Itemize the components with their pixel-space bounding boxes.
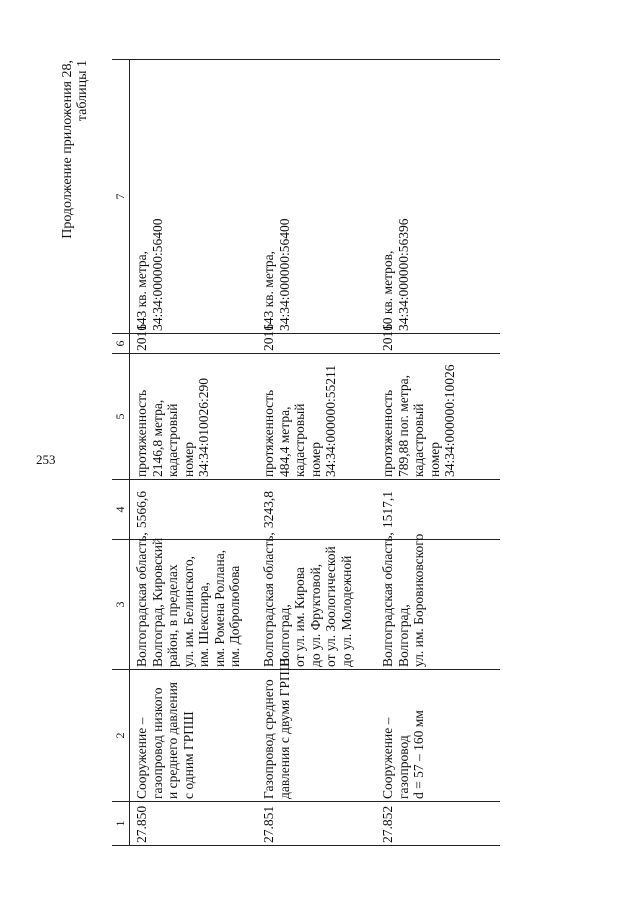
text-line: Сооружение – [380,717,395,799]
object-area [376,60,500,334]
table-row [130,60,258,846]
object-area [257,60,376,334]
text-line: давления с двумя ГРПШ [276,657,292,799]
object-details [130,354,258,480]
text-line: 34:34:000000:55211 [323,364,338,477]
text-line: 143 кв. метра, [261,250,276,331]
text-line: 34:34:000000:10026 [442,364,457,477]
text-line: протяженность [261,389,276,477]
column-header: 3 [112,540,130,670]
object-area [130,60,258,334]
text-line: и среднего давления [165,681,180,799]
column-header: 5 [112,354,130,480]
text-line: номер [307,441,323,477]
table-row [376,60,500,846]
text-line: 34:34:000000:56400 [149,218,165,331]
text-line: протяженность [134,389,149,477]
text-line: им. Добролюбова [227,565,242,667]
text-line: им. Ромена Роллана, [211,549,227,667]
text-line: d = 57 – 160 мм [411,710,426,799]
row-number: 27.850 [130,802,258,846]
object-value: 3243,8 [257,480,376,540]
column-header: 6 [112,334,130,354]
column-header: 7 [112,60,130,334]
continuation-note [60,60,90,239]
text-line: номер [426,441,442,477]
object-address [130,532,258,670]
text-line: 2146,8 метра, [149,399,165,477]
object-address [376,532,500,670]
object-address [257,532,376,670]
text-line: номер [180,441,196,477]
text-line: 143 кв. метра, [134,250,149,331]
page-number: 253 [36,452,56,467]
text-line: до ул. Молодежной [338,555,354,667]
object-name [376,670,500,802]
text-line: Сооружение – [134,717,149,799]
text-line: Волгоградская область, [380,532,395,667]
object-year: 2016 [130,334,258,354]
object-details [376,354,500,480]
text-line: до ул. Фруктовой, [307,563,323,667]
text-line: 34:34:000000:56396 [395,218,411,331]
object-value: 5566,6 [130,480,258,540]
object-details [257,354,376,480]
text-line: 789,88 пог. метра, [395,375,411,477]
text-line: 10 кв. метров, [380,250,395,331]
text-line: от ул. Зоологической [323,546,338,667]
continuation-line-1: Продолжение приложения 28, [60,60,75,239]
text-line: 484,4 метра, [276,406,292,477]
text-line: ул. им. Белинского, [180,555,196,667]
column-header: 1 [112,802,130,846]
text-line: 34:34:010026:290 [196,377,211,477]
text-line: кадастровый [292,403,307,477]
text-line: с одним ГРПШ [180,711,196,799]
text-line: Волгоградская область, [134,532,149,667]
table-row [257,60,376,846]
text-line: район, в пределах [165,564,180,667]
object-name [257,657,376,802]
data-table [112,59,500,846]
row-number: 27.852 [376,802,500,846]
text-line: им. Шекспира, [196,582,211,667]
row-number: 27.851 [257,802,376,846]
text-line: кадастровый [411,403,426,477]
object-year: 2016 [257,334,376,354]
object-value: 1517,1 [376,480,500,540]
text-line: Волгоградская область, [261,532,276,667]
continuation-line-2: таблицы 1 [75,60,90,122]
text-line: протяженность [380,389,395,477]
object-name [130,670,258,802]
column-header: 4 [112,480,130,540]
text-line: Волгоград, Кировский [149,537,165,667]
text-line: 34:34:000000:56400 [276,218,292,331]
text-line: газопровод низкого [149,687,165,799]
rotated-page-content [60,60,620,846]
text-line: ул. им. Боровиковского [411,533,426,667]
object-year: 2016 [376,334,500,354]
header-row [112,60,130,846]
text-line: от ул. им. Кирова [292,567,307,667]
text-line: Газопровод среднего [261,679,276,799]
text-line: Волгоград, [395,604,411,667]
column-header: 2 [112,670,130,802]
text-line: кадастровый [165,403,180,477]
text-line: Волгоград, [276,604,292,667]
text-line: газопровод [395,735,411,799]
